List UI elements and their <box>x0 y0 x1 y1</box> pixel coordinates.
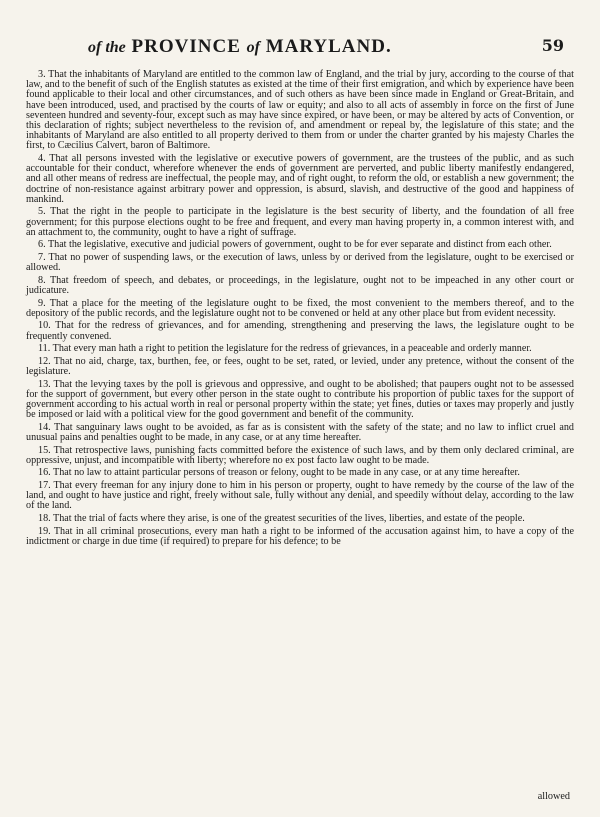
article-11: 11. That every man hath a right to petition the legislature for the redress of grievances, in a peaceable and orderly manner. <box>38 343 532 355</box>
article-12: 12. That no aid, charge, tax, burthen, fee, or fees, ought to be set, rated, or levied, under any pretence, without the consent of the legislature. <box>26 355 574 377</box>
article-14: 14. That sanguinary laws ought to be avoided, as far as is consistent with the safety of the state; and no law to inflict cruel and unusual pains and penalties ought to be made, in any case, or at any time hereafter. <box>26 421 574 443</box>
article-9: 9. That a place for the meeting of the legislature ought to be fixed, the most convenient to the members thereof, and to the depository of the public records, and the legislature ought not to be convened or held at any other place but from evident necessity. <box>26 297 574 319</box>
article-5: 5. That the right in the people to participate in the legislature is the best security of liberty, and the foundation of all free government; for this purpose elections ought to be free and frequent, and every man having property in, a common interest with, and an attachment to, the community, ought to have a right of suffrage. <box>26 206 574 238</box>
title-end: MARYLAND. <box>265 36 392 57</box>
title-main: PROVINCE <box>131 36 241 57</box>
article-list <box>26 70 574 549</box>
article-8: 8. That freedom of speech, and debates, or proceedings, in the legislature, ought not to be impeached in any other court or judicature. <box>26 274 574 297</box>
article-13: 13. That the levying taxes by the poll is grievous and oppressive, and ought to be abolished; that paupers ought not to be assessed for the support of government, but every other person in the state ought to contribute his proportion of public taxes for the support of government according to his actual worth in real or personal property within the state; yet fines, duties or taxes may properly and justly be imposed or laid with a political view for the good government and benefit of the community. <box>26 378 575 421</box>
article-18: 18. That the trial of facts where they arise, is one of the greatest securities of the lives, liberties, and estate of the people. <box>38 512 525 524</box>
article-15: 15. That retrospective laws, punishing facts committed before the existence of such laws, and by them only declared criminal, are oppressive, unjust, and incompatible with liberty; wherefore no ex post facto law ought to be made. <box>26 444 574 466</box>
article-4: 4. That all persons invested with the legislative or executive powers of government, are the trustees of the public, and as such accountable for their conduct, wherefore whenever the ends of government are perverted, and public liberty manifestly endangered, and all other means of redress are ineffectual, the people may, and of right ought, to reform the old, or establish a new government; the doctrine of non-resistance against arbitrary power and oppression, is absurd, slavish, and destructive of the good and happiness of mankind. <box>26 153 574 205</box>
page-number: 59 <box>541 36 564 55</box>
title-prefix: of the <box>88 39 126 56</box>
article-3: 3. That the inhabitants of Maryland are entitled to the common law of England, and the trial by jury, according to the course of that law, and to the benefit of such of the English statutes as existed at the time of their first emigration, and which by experience have been found applicable to their local and other circumstances, and of such others as have been since made in England or Great-Britain, and have been introduced, used, and practised by the courts of law or equity; and also to all acts of assembly in force on the first of June seventeen hundred and seventy-four, except such as may have since expired, or have been, or may be altered by acts of Convention, or this declaration of rights; subject nevertheless to the revision of, and amendment or repeal by, the legislature of this state; and the inhabitants of Maryland are also entitled to all property derived to them from or under the charter granted by his majesty Charles the first, to Cæcilius Calvert, baron of Baltimore. <box>26 69 574 152</box>
article-10: 10. That for the redress of grievances, and for amending, strengthening and preserving the laws, the legislature ought to be frequently convened. <box>26 320 574 342</box>
article-6: 6. That the legislative, executive and judicial powers of government, ought to be for ever separate and distinct from each other. <box>38 239 552 251</box>
running-header <box>28 36 576 64</box>
article-19: 19. That in all criminal prosecutions, every man hath a right to be informed of the accusation against him, to have a copy of the indictment or charge in due time (if required) to prepare for his defence; to be <box>26 525 574 547</box>
catchword: allowed <box>537 791 570 802</box>
page-title <box>88 36 392 58</box>
article-16: 16. That no law to attaint particular persons of treason or felony, ought to be made in any case, or at any time hereafter. <box>38 467 520 479</box>
article-7: 7. That no power of suspending laws, or the execution of laws, unless by or derived from the legislature, ought to be exercised or allowed. <box>26 252 574 274</box>
article-17: 17. That every freeman for any injury done to him in his person or property, ought to have remedy by the course of the law of the land, and ought to have justice and right, freely without sale, fully without any denial, and speedily without delay, according to the law of the land. <box>26 479 574 512</box>
title-mid: of <box>246 39 260 56</box>
